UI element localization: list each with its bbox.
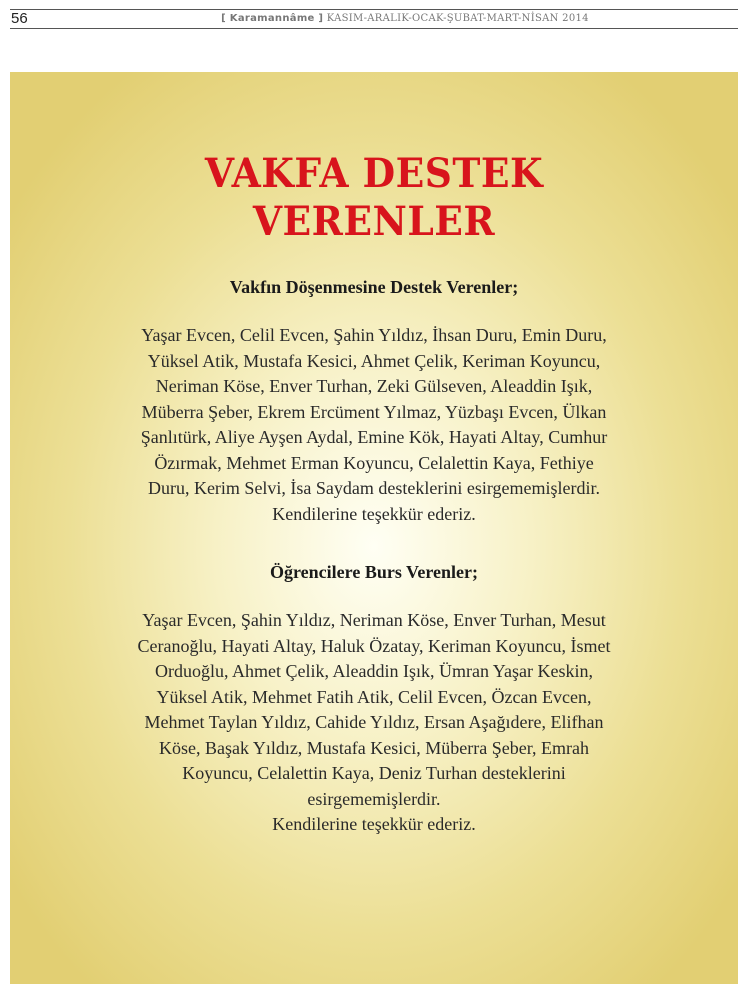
page-title-line-2: VERENLER <box>252 198 496 245</box>
section-heading-furnishing: Vakfın Döşenmesine Destek Verenler; <box>229 277 519 297</box>
header-bottom-rule <box>10 28 738 29</box>
body-line: Neriman Köse, Enver Turhan, Zeki Gülseven, Aleaddin Işık, <box>155 376 593 396</box>
body-line: Yaşar Evcen, Şahin Yıldız, Neriman Köse, Enver Turhan, Mesut <box>142 610 606 630</box>
body-line: Yüksel Atik, Mehmet Fatih Atik, Celil Evcen, Özcan Evcen, <box>156 686 592 707</box>
body-line: Özırmak, Mehmet Erman Koyuncu, Celalettin Kaya, Fethiye <box>154 452 594 473</box>
running-head <box>150 13 660 25</box>
section-heading-scholarship: Öğrencilere Burs Verenler; <box>270 562 478 582</box>
body-line: Duru, Kerim Selvi, İsa Saydam desteklerini esirgememişlerdir. <box>147 478 601 498</box>
body-line: Müberra Şeber, Ekrem Ercüment Yılmaz, Yüzbaşı Evcen, Ülkan <box>141 401 607 422</box>
issue-dates: KASIM-ARALIK-OCAK-ŞUBAT-MART-NİSAN 2014 <box>326 13 589 24</box>
header-top-rule <box>10 9 738 10</box>
body-line: Yüksel Atik, Mustafa Kesici, Ahmet Çelik, Keriman Koyuncu, <box>147 350 601 371</box>
magazine-brand: [ Karamannâme ] <box>221 13 324 24</box>
page-title-line-1: VAKFA DESTEK <box>204 150 544 197</box>
body-line: Ceranoğlu, Hayati Altay, Haluk Özatay, Keriman Koyuncu, İsmet <box>137 635 611 656</box>
body-line: Şanlıtürk, Aliye Ayşen Aydal, Emine Kök, Hayati Altay, Cumhur <box>140 427 608 447</box>
section-body-scholarship <box>10 608 738 838</box>
content-panel <box>10 72 738 984</box>
page-title <box>32 150 716 246</box>
body-line: Köse, Başak Yıldız, Mustafa Kesici, Müberra Şeber, Emrah <box>159 737 589 758</box>
body-line: Mehmet Taylan Yıldız, Cahide Yıldız, Ersan Aşağıdere, Elifhan <box>144 712 604 732</box>
body-line: Orduoğlu, Ahmet Çelik, Aleaddin Işık, Ümran Yaşar Keskin, <box>155 661 593 681</box>
body-line: Koyuncu, Celalettin Kaya, Deniz Turhan desteklerini <box>182 763 566 783</box>
section-body-furnishing <box>10 323 738 527</box>
body-line: Kendilerine teşekkür ederiz. <box>272 503 476 524</box>
page-number: 56 <box>11 10 28 27</box>
body-line: Yaşar Evcen, Celil Evcen, Şahin Yıldız, İhsan Duru, Emin Duru, <box>141 325 607 345</box>
body-line: esirgememişlerdir. <box>307 788 441 809</box>
body-line: Kendilerine teşekkür ederiz. <box>272 814 476 834</box>
